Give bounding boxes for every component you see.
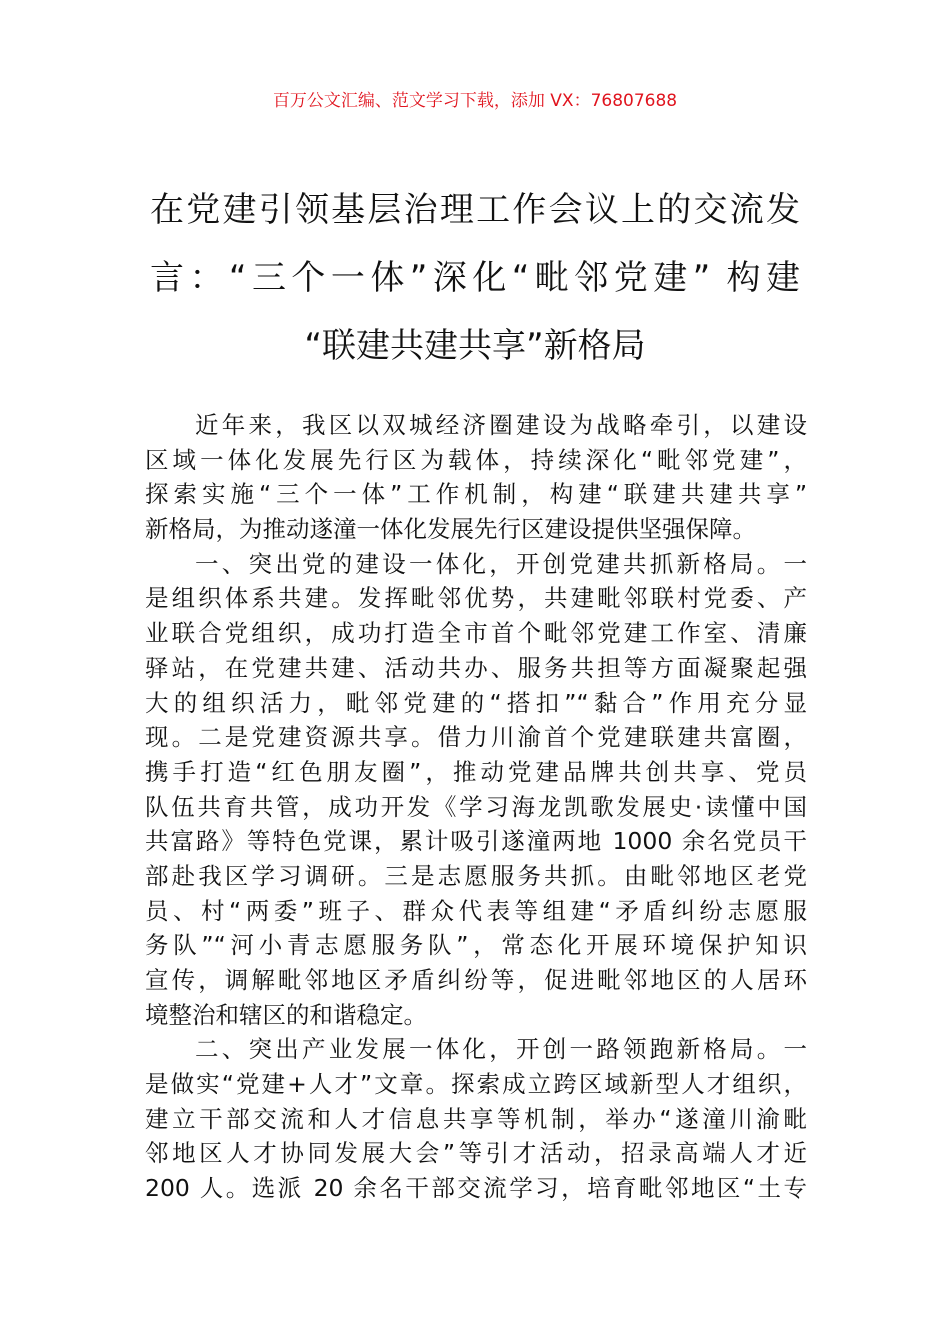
paragraph-line: 员、村“两委”班子、群众代表等组建“矛盾纠纷志愿服 xyxy=(145,896,807,925)
paragraph-line: 队伍共育共管，成功开发《学习海龙凯歌发展史·读懂中国 xyxy=(145,792,807,821)
document-title xyxy=(150,176,800,380)
paragraph-line: 是组织体系共建。发挥毗邻优势，共建毗邻联村党委、产 xyxy=(145,584,807,613)
paragraph-line: 业联合党组织，成功打造全市首个毗邻党建工作室、清廉 xyxy=(145,619,807,648)
paragraph-line: 近年来，我区以双城经济圈建设为战略牵引，以建设 xyxy=(195,411,807,439)
paragraph-line: 建立干部交流和人才信息共享等机制，举办“遂潼川渝毗 xyxy=(145,1104,807,1133)
paragraph-line: 二、突出产业发展一体化，开创一路领跑新格局。一 xyxy=(195,1035,807,1064)
paragraph-line: 驿站，在党建共建、活动共办、服务共担等方面凝聚起强 xyxy=(145,653,807,682)
paragraph-line: 共富路》等特色党课，累计吸引遂潼两地 1000 余名党员干 xyxy=(145,827,807,856)
paragraph-line: 是做实“党建+人才”文章。探索成立跨区域新型人才组织， xyxy=(145,1070,807,1099)
paragraph xyxy=(145,408,807,547)
watermark-banner: 百万公文汇编、范文学习下载，添加 VX：76807688 xyxy=(272,91,678,111)
paragraph-line: 部赴我区学习调研。三是志愿服务共抓。由毗邻地区老党 xyxy=(145,861,807,890)
document-body xyxy=(145,408,807,1206)
paragraph-line: 境整治和辖区的和谐稳定。 xyxy=(145,1000,427,1029)
paragraph-line: 200 人。选派 20 余名干部交流学习，培育毗邻地区“土专 xyxy=(145,1174,807,1203)
paragraph-line: 现。二是党建资源共享。借力川渝首个党建联建共富圈， xyxy=(145,723,807,752)
paragraph-line: 邻地区人才协同发展大会”等引才活动，招录高端人才近 xyxy=(145,1139,807,1168)
paragraph xyxy=(145,1032,807,1205)
paragraph xyxy=(145,547,807,1033)
paragraph-line: 宣传，调解毗邻地区矛盾纠纷等，促进毗邻地区的人居环 xyxy=(145,966,807,994)
title-line: 言：“三个一体”深化“毗邻党建” 构建 xyxy=(150,258,800,298)
paragraph-line: 携手打造“红色朋友圈”，推动党建品牌共创共享、党员 xyxy=(145,757,807,786)
paragraph-line: 新格局，为推动遂潼一体化发展先行区建设提供坚强保障。 xyxy=(145,515,756,544)
paragraph-line: 大的组织活力，毗邻党建的“搭扣”“黏合”作用充分显 xyxy=(145,688,807,717)
paragraph-line: 务队”“河小青志愿服务队”，常态化开展环境保护知识 xyxy=(145,931,807,960)
paragraph-line: 探索实施“三个一体”工作机制，构建“联建共建共享” xyxy=(145,480,807,509)
paragraph-line: 区域一体化发展先行区为载体，持续深化“毗邻党建”， xyxy=(145,445,807,474)
paragraph-line: 一、突出党的建设一体化，开创党建共抓新格局。一 xyxy=(195,549,807,578)
title-line: “联建共建共享”新格局 xyxy=(304,326,646,366)
title-line: 在党建引领基层治理工作会议上的交流发 xyxy=(150,190,800,230)
